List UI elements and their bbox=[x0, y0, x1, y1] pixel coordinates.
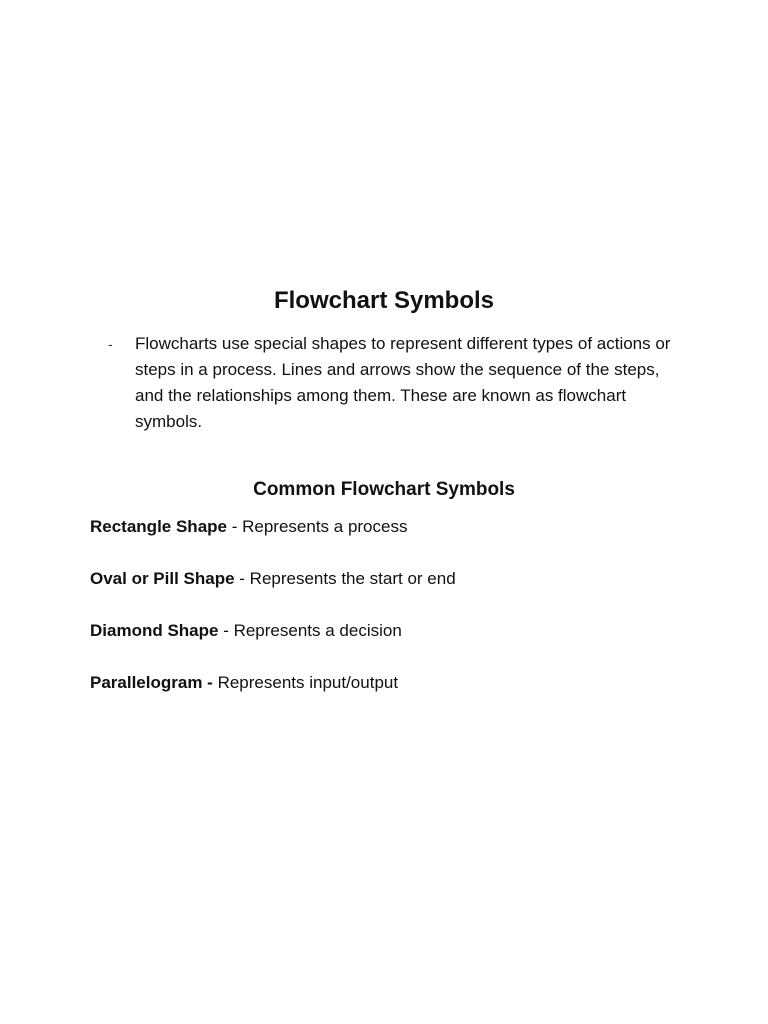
symbol-list bbox=[90, 514, 690, 722]
symbol-description: Represents the start or end bbox=[249, 569, 456, 588]
symbol-name: Oval or Pill Shape bbox=[90, 569, 235, 588]
symbol-name: Diamond Shape bbox=[90, 621, 219, 640]
symbol-description: Represents input/output bbox=[217, 673, 399, 692]
symbol-separator: - bbox=[218, 621, 234, 640]
symbol-separator: - bbox=[234, 569, 250, 588]
symbol-separator: - bbox=[202, 673, 218, 692]
bullet-marker: - bbox=[108, 336, 113, 352]
symbol-item-rectangle bbox=[90, 514, 690, 566]
intro-paragraph: Flowcharts use special shapes to represent different types of actions or steps in a process. Lines and arrows show the sequence of the steps, and the relationships among them. These are known as flowchart symbols. bbox=[135, 334, 671, 431]
section-heading: Common Flowchart Symbols bbox=[253, 479, 515, 500]
symbol-item-parallelogram bbox=[90, 670, 690, 722]
symbol-item-diamond bbox=[90, 618, 690, 670]
page-title: Flowchart Symbols bbox=[273, 287, 495, 314]
symbol-separator: - bbox=[227, 517, 243, 536]
symbol-item-oval bbox=[90, 566, 690, 618]
symbol-name: Parallelogram bbox=[90, 673, 203, 692]
symbol-description: Represents a process bbox=[242, 517, 408, 536]
symbol-name: Rectangle Shape bbox=[90, 517, 227, 536]
symbol-description: Represents a decision bbox=[233, 621, 402, 640]
